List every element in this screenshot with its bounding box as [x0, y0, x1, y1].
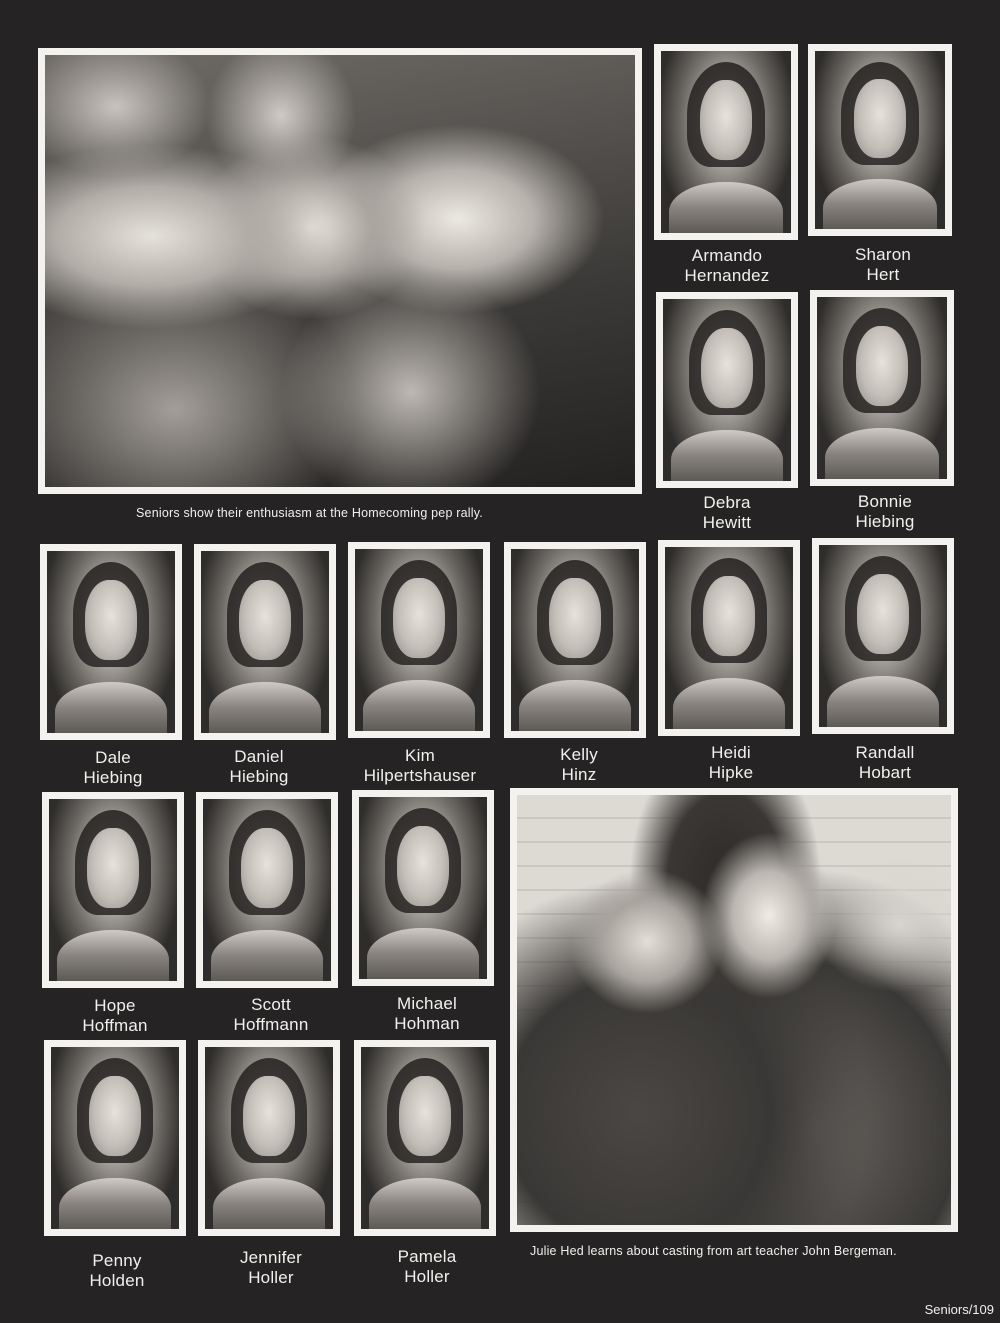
portrait-hope-hoffman	[42, 792, 184, 988]
portrait-penny-holden	[44, 1040, 186, 1236]
student-name: Scott Hoffmann	[233, 995, 309, 1034]
portrait-bonnie-hiebing	[810, 290, 954, 486]
portrait-pamela-holler	[354, 1040, 496, 1236]
portrait-armando-hernandez	[654, 44, 798, 240]
student-name: Daniel Hiebing	[229, 747, 289, 786]
student-name: Pamela Holler	[397, 1247, 457, 1286]
art-class-caption: Julie Hed learns about casting from art teacher John Bergeman.	[530, 1244, 897, 1258]
portrait-heidi-hipke	[658, 540, 800, 736]
portrait-kelly-hinz	[504, 542, 646, 738]
student-name: Dale Hiebing	[83, 748, 143, 787]
student-name: Bonnie Hiebing	[855, 492, 915, 531]
student-name: Armando Hernandez	[684, 246, 770, 285]
student-name: Randall Hobart	[855, 743, 915, 782]
portrait-scott-hoffmann	[196, 792, 338, 988]
student-name: Debra Hewitt	[702, 493, 752, 532]
portrait-randall-hobart	[812, 538, 954, 734]
student-name: Sharon Hert	[854, 245, 912, 284]
student-name: Penny Holden	[89, 1251, 145, 1290]
student-name: Kelly Hinz	[560, 745, 598, 784]
student-name: Hope Hoffman	[82, 996, 148, 1035]
student-name: Kim Hilpertshauser	[363, 746, 477, 785]
pep-rally-photo	[38, 48, 642, 494]
portrait-dale-hiebing	[40, 544, 182, 740]
portrait-daniel-hiebing	[194, 544, 336, 740]
student-name: Heidi Hipke	[708, 743, 754, 782]
portrait-sharon-hert	[808, 44, 952, 236]
portrait-michael-hohman	[352, 790, 494, 986]
student-name: Jennifer Holler	[239, 1248, 303, 1287]
portrait-jennifer-holler	[198, 1040, 340, 1236]
student-name: Michael Hohman	[394, 994, 460, 1033]
pep-rally-caption: Seniors show their enthusiasm at the Homecoming pep rally.	[136, 506, 483, 520]
page-folio: Seniors/109	[924, 1302, 994, 1317]
portrait-kim-hilpertshauser	[348, 542, 490, 738]
portrait-debra-hewitt	[656, 292, 798, 488]
art-class-photo	[510, 788, 958, 1232]
